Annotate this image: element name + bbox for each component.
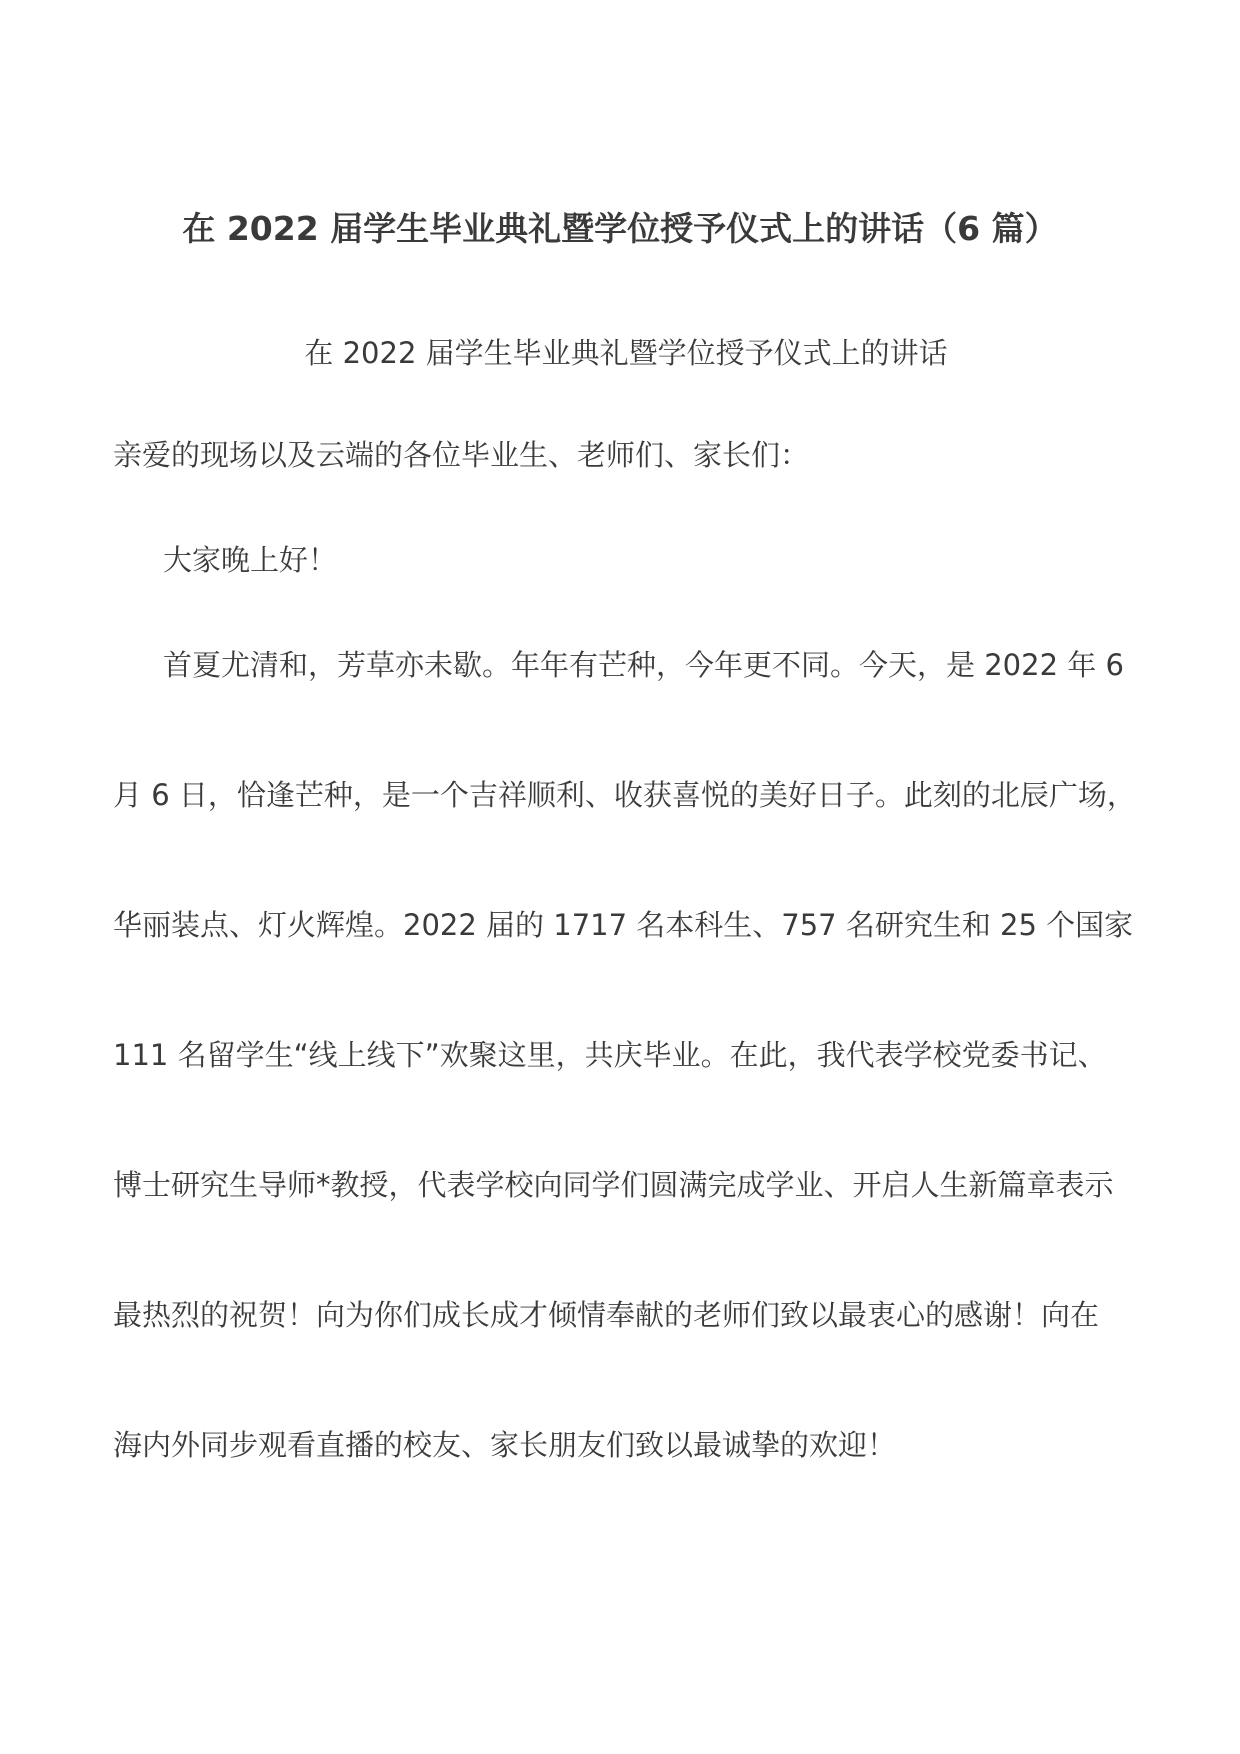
salutation: 亲爱的现场以及云端的各位毕业生、老师们、家长们：: [113, 438, 810, 472]
body-line: 111 名留学生“线上线下”欢聚这里，共庆毕业。在此，我代表学校党委书记、: [113, 1038, 1107, 1072]
body-line: 博士研究生导师*教授，代表学校向同学们圆满完成学业、开启人生新篇章表示: [113, 1168, 1114, 1202]
body-line: 海内外同步观看直播的校友、家长朋友们致以最诚挚的欢迎！: [113, 1428, 897, 1462]
body-line: 最热烈的祝贺！向为你们成长成才倾情奉献的老师们致以最衷心的感谢！向在: [113, 1298, 1100, 1332]
body-line: 首夏尤清和，芳草亦未歇。年年有芒种，今年更不同。今天，是 2022 年 6: [163, 648, 1124, 682]
body-line: 月 6 日，恰逢芒种，是一个吉祥顺利、收获喜悦的美好日子。此刻的北辰广场，: [113, 778, 1136, 812]
speech-subtitle: 在 2022 届学生毕业典礼暨学位授予仪式上的讲话: [304, 336, 948, 370]
document-title: 在 2022 届学生毕业典礼暨学位授予仪式上的讲话（6 篇）: [182, 209, 1058, 248]
body-line: 华丽装点、灯火辉煌。2022 届的 1717 名本科生、757 名研究生和 25 个国家: [113, 908, 1134, 942]
greeting: 大家晚上好！: [163, 543, 338, 577]
